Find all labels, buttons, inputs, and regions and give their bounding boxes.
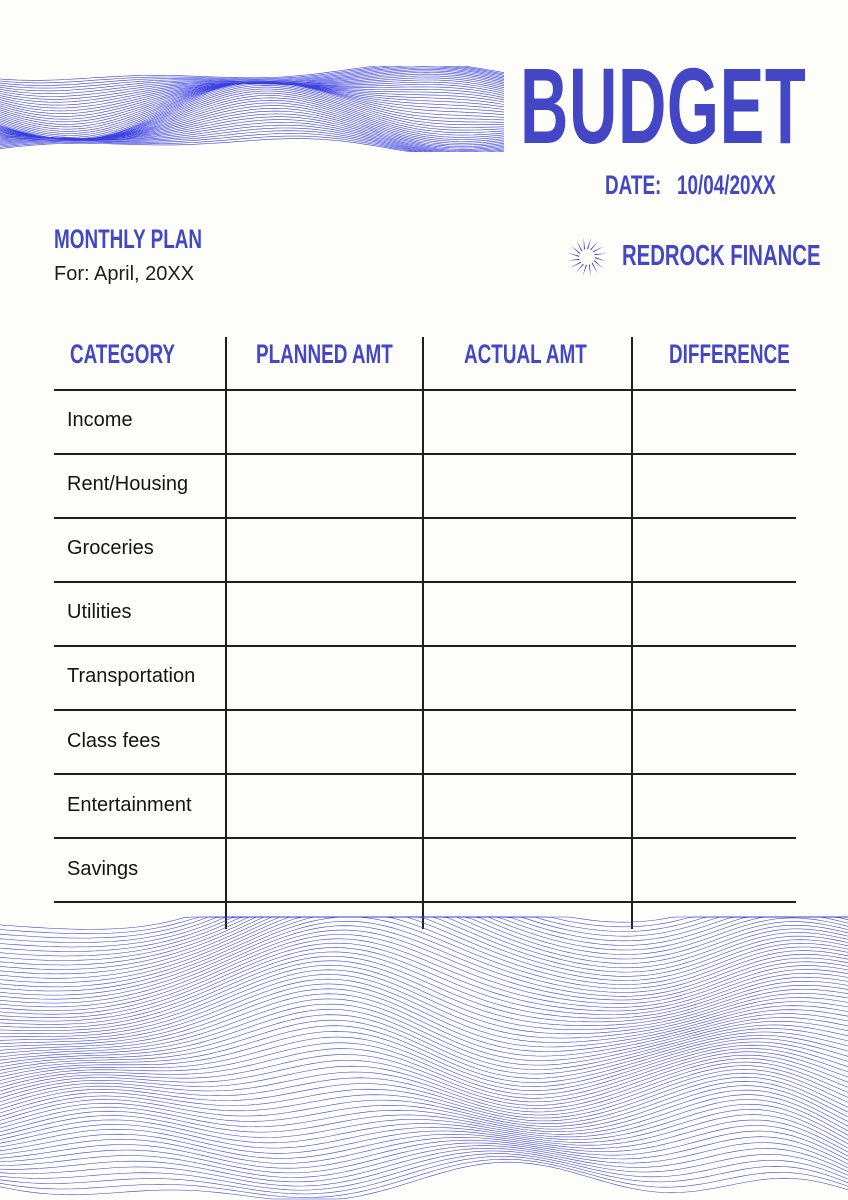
row-divider	[54, 517, 796, 519]
table-row-category: Rent/Housing	[67, 473, 189, 495]
column-header-difference: DIFFERENCE	[669, 339, 790, 369]
column-header-planned: PLANNED AMT	[256, 339, 393, 369]
plan-period: For: April, 20XX	[54, 263, 195, 285]
column-header-actual: ACTUAL AMT	[464, 339, 587, 369]
row-divider	[54, 837, 796, 839]
date-value: 10/04/20XX	[677, 170, 776, 200]
column-divider	[422, 337, 424, 929]
row-divider	[54, 773, 796, 775]
date-row	[605, 170, 776, 200]
row-divider	[54, 645, 796, 647]
table-row-category: Groceries	[67, 537, 154, 559]
column-divider	[225, 337, 227, 929]
column-header-category: CATEGORY	[70, 339, 176, 369]
starburst-icon	[566, 236, 608, 278]
table-row-category: Class fees	[67, 730, 161, 752]
table-row-category: Savings	[67, 858, 139, 880]
top-wave-decoration	[0, 66, 508, 152]
table-row-category: Entertainment	[67, 794, 192, 816]
table-row-category: Utilities	[67, 601, 132, 623]
date-label: DATE:	[605, 170, 662, 200]
table-row-category: Transportation	[67, 665, 196, 687]
row-divider	[54, 581, 796, 583]
bottom-wave-decoration	[0, 915, 848, 1200]
company-name: REDROCK FINANCE	[622, 240, 821, 272]
row-divider	[54, 389, 796, 391]
table-row-category: Income	[67, 409, 133, 431]
column-divider	[631, 337, 633, 929]
row-divider	[54, 453, 796, 455]
plan-heading: MONTHLY PLAN	[54, 224, 203, 254]
row-divider	[54, 709, 796, 711]
row-divider	[54, 901, 796, 903]
page-title: BUDGET	[520, 45, 807, 166]
